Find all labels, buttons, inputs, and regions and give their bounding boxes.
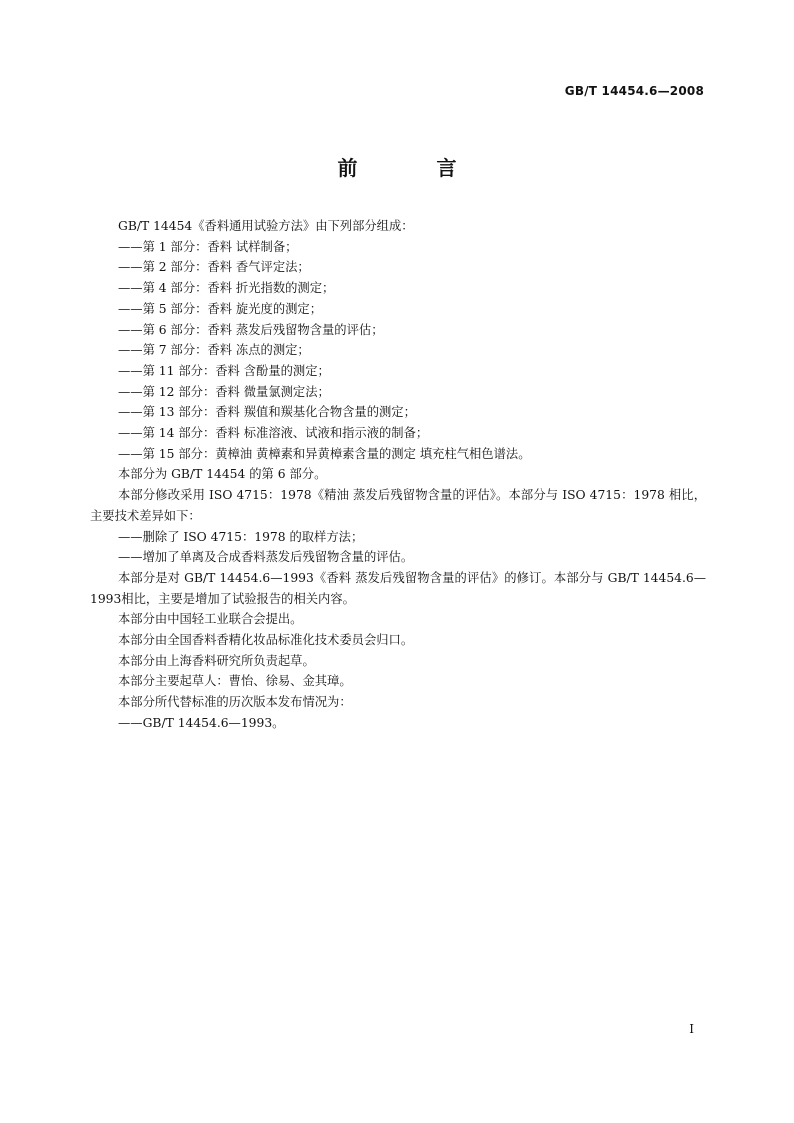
part-list-item: ——第 2 部分：香料 香气评定法； bbox=[118, 260, 310, 275]
part-list-item: ——第 1 部分：香料 试样制备； bbox=[118, 239, 298, 254]
drafting-unit-paragraph: 本部分由上海香料研究所负责起草。 bbox=[118, 653, 315, 668]
history-list-item: ——GB/T 14454.6—1993。 bbox=[118, 715, 285, 730]
page-number: I bbox=[689, 1022, 694, 1036]
part-statement: 本部分为 GB/T 14454 的第 6 部分。 bbox=[118, 467, 327, 482]
part-list-item: ——第 13 部分：香料 羰值和羰基化合物含量的测定； bbox=[118, 405, 416, 420]
foreword-body bbox=[90, 216, 706, 734]
part-list-item: ——第 11 部分：香料 含酚量的测定； bbox=[118, 363, 330, 378]
history-paragraph: 本部分所代替标准的历次版本发布情况为： bbox=[118, 695, 352, 710]
page-title: 前 言 bbox=[337, 156, 493, 180]
revision-paragraph: 本部分是对 GB/T 14454.6—1993《香料 蒸发后残留物含量的评估》的修订。本部分与 GB/T 14454.6—1993相比，主要是增加了试验报告的相关内容。 bbox=[90, 570, 706, 606]
part-list-item: ——第 5 部分：香料 旋光度的测定； bbox=[118, 301, 323, 316]
part-list-item: ——第 12 部分：香料 微量氯测定法； bbox=[118, 384, 330, 399]
intro-paragraph: GB/T 14454《香料通用试验方法》由下列部分组成： bbox=[118, 219, 414, 233]
drafters-paragraph: 本部分主要起草人：曹怡、徐易、金其璋。 bbox=[118, 674, 352, 689]
difference-list-item: ——删除了 ISO 4715：1978 的取样方法； bbox=[118, 529, 364, 544]
part-list-item: ——第 14 部分：香料 标准溶液、试液和指示液的制备； bbox=[118, 426, 429, 441]
proposer-paragraph: 本部分由中国轻工业联合会提出。 bbox=[118, 612, 303, 627]
part-list-item: ——第 6 部分：香料 蒸发后残留物含量的评估； bbox=[118, 322, 384, 337]
difference-list-item: ——增加了单离及合成香料蒸发后残留物含量的评估。 bbox=[118, 550, 414, 565]
part-list-item: ——第 15 部分：黄樟油 黄樟素和异黄樟素含量的测定 填充柱气相色谱法。 bbox=[118, 446, 531, 461]
part-list-item: ——第 7 部分：香料 冻点的测定； bbox=[118, 343, 310, 358]
part-list-item: ——第 4 部分：香料 折光指数的测定； bbox=[118, 281, 335, 296]
standard-code: GB/T 14454.6—2008 bbox=[564, 84, 704, 98]
iso-adoption-paragraph: 本部分修改采用 ISO 4715：1978《精油 蒸发后残留物含量的评估》。本部分与 ISO 4715：1978 相比，主要技术差异如下： bbox=[90, 488, 706, 523]
committee-paragraph: 本部分由全国香料香精化妆品标准化技术委员会归口。 bbox=[118, 633, 414, 648]
